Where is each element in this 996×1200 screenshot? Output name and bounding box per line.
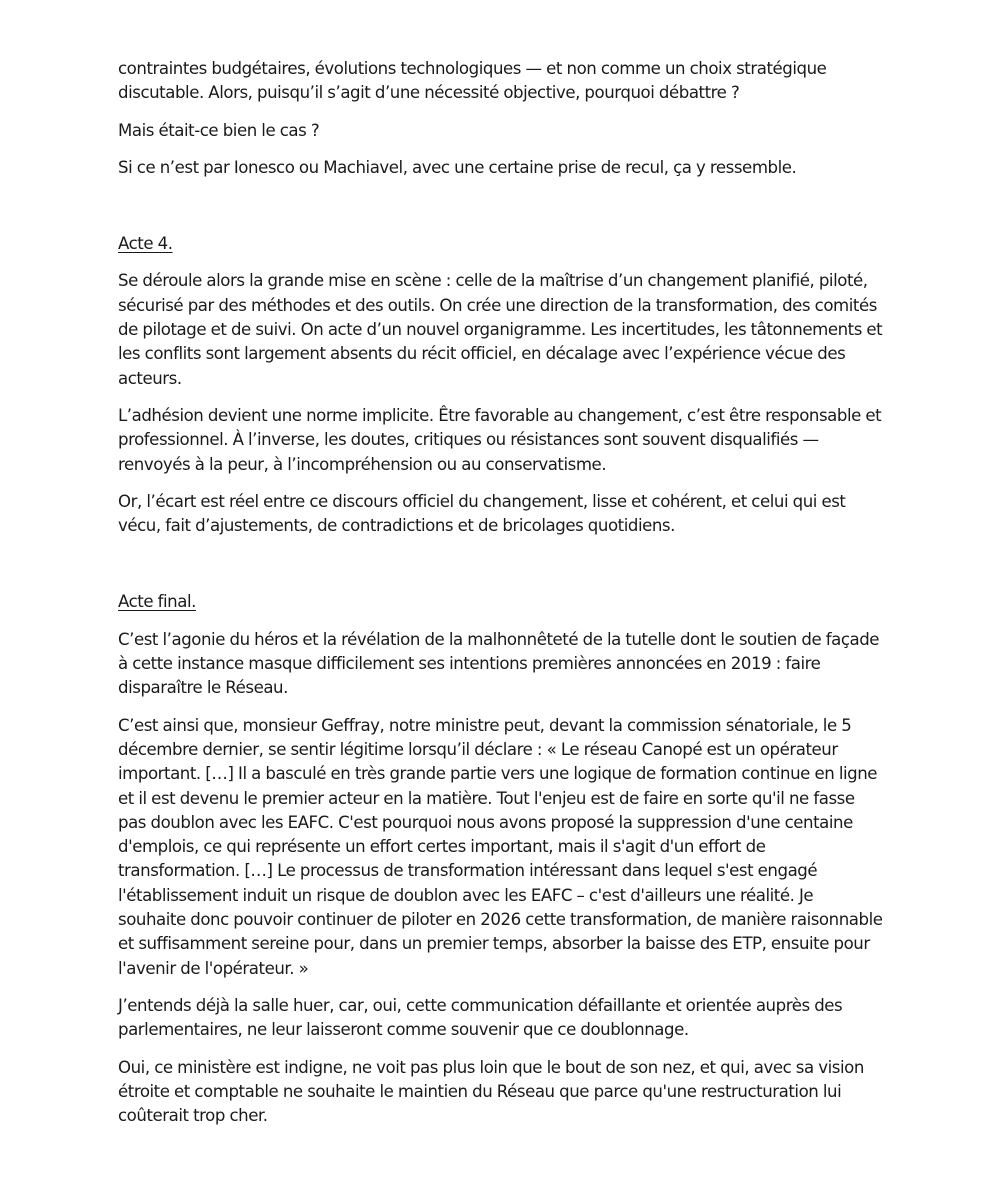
section-spacer: [118, 193, 883, 232]
acte4-paragraph-2: L’adhésion devient une norme implicite. Être favorable au changement, c’est être responsable et professionnel. À l’inverse, les doutes, critiques ou résistances sont souvent disqualifiés — renvoyés à la peur, à l’incompréhension ou au conservatisme.: [118, 405, 882, 474]
acte-final-paragraph-4: Oui, ce ministère est indigne, ne voit pas plus loin que le bout de son nez, et qui, avec sa vision étroite et comptable ne souhaite le maintien du Réseau que parce qu'une restructuration lui coûterait trop cher.: [118, 1057, 864, 1126]
acte4-heading: Acte 4.: [118, 234, 173, 254]
intro-paragraph-1: contraintes budgétaires, évolutions technologiques — et non comme un choix stratégique discutable. Alors, puisqu’il s’agit d’une nécessité objective, pourquoi débattre ?: [118, 59, 827, 103]
intro-paragraph-2: Mais était-ce bien le cas ?: [118, 120, 320, 140]
acte-final-heading: Acte final.: [118, 592, 196, 612]
document-page: [118, 57, 883, 1141]
acte-final-paragraph-3: J’entends déjà la salle huer, car, oui, cette communication défaillante et orientée auprès des parlementaires, ne leur laisseront comme souvenir que ce doublonnage.: [118, 995, 843, 1040]
intro-paragraph-3: Si ce n’est par Ionesco ou Machiavel, avec une certaine prise de recul, ça y ressemble.: [118, 157, 797, 177]
acte-final-paragraph-2: C’est ainsi que, monsieur Geffray, notre ministre peut, devant la commission sénatoriale, le 5 décembre dernier, se sentir légitime lorsqu’il déclare : « Le réseau Canopé est un opérateur important. […] Il a basculé en très grande partie vers une logique de formation continue en ligne et il est devenu le premier acteur en la matière. Tout l'enjeu est de faire en sorte qu'il ne fasse pas doublon avec les EAFC. C'est pourquoi nous avons proposé la suppression d'une centaine d'emplois, ce qui représente un effort certes important, mais il s'agit d'un effort de transformation. […] Le processus de transformation intéressant dans lequel s'est engagé l'établissement induit un risque de doublon avec les EAFC – c'est d'ailleurs une réalité. Je souhaite donc pouvoir continuer de piloter en 2026 cette transformation, de manière raisonnable et suffisamment sereine pour, dans un premier temps, absorber la baisse des ETP, ensuite pour l'avenir de l'opérateur. »: [118, 715, 883, 978]
section-spacer: [118, 551, 883, 590]
acte4-paragraph-3: Or, l’écart est réel entre ce discours officiel du changement, lisse et cohérent, et celui qui est vécu, fait d’ajustements, de contradictions et de bricolages quotidiens.: [118, 491, 846, 536]
acte-final-paragraph-1: C’est l’agonie du héros et la révélation de la malhonnêteté de la tutelle dont le soutien de façade à cette instance masque difficilement ses intentions premières annoncées en 2019 : faire disparaître le Réseau.: [118, 629, 880, 698]
acte4-paragraph-1: Se déroule alors la grande mise en scène : celle de la maîtrise d’un changement planifié, piloté, sécurisé par des méthodes et des outils. On crée une direction de la transformation, des comités de pilotage et de suivi. On acte d’un nouvel organigramme. Les incertitudes, les tâtonnements et les conflits sont largement absents du récit officiel, en décalage avec l’expérience vécue des acteurs.: [118, 271, 883, 388]
